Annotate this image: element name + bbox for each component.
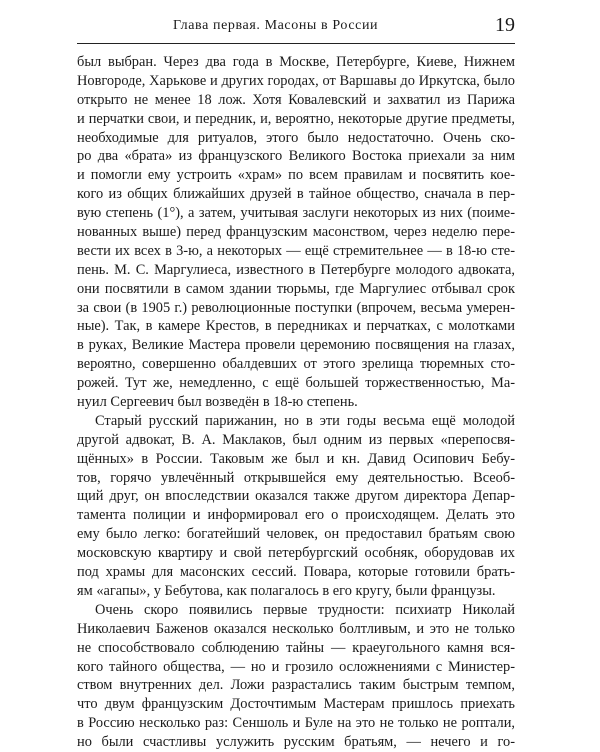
text-line: вероятно, совершенно обалдевших от этого зрелища тюремных сто- <box>77 356 515 373</box>
text-line: тамента полиции и информировал его о происходящем. Делать это <box>77 507 515 524</box>
running-header <box>77 16 515 42</box>
text-line: что двум французским Досточтимым Мастерам пришлось приехать <box>77 696 515 713</box>
text-line: был выбран. Через два года в Москве, Петербурге, Киеве, Нижнем <box>77 54 515 70</box>
text-line: вую степень (1°), а затем, учитывая заслуги некоторых из них (поиме- <box>77 205 515 222</box>
page-number: 19 <box>495 14 515 36</box>
text-line: за свои (в 1905 г.) революционные поступки (впрочем, весьма умерен- <box>77 299 515 316</box>
text-line: открыто не менее 18 лож. Хотя Ковалевский и захватил из Парижа <box>77 91 515 108</box>
text-line: не способствовало соблюдению тайны — краеугольного камня вся- <box>77 639 515 656</box>
text-line: ро два «брата» из французского Великого Востока приехали за ним <box>77 148 515 165</box>
chapter-title: Глава первая. Масоны в России <box>173 18 379 33</box>
text-line: нованных выше) перед французским масонством, через неделю пере- <box>77 224 515 241</box>
text-line: ные). Так, в камере Крестов, в передниках и перчатках, с молотками <box>77 318 515 335</box>
text-line: и помогли ему устроить «храм» по всем правилам и посвятить кое- <box>77 167 515 184</box>
text-line: ям «агапы», у Бебутова, как полагалось в его кругу, были французы. <box>77 582 496 599</box>
text-line: тов, горячо увлечённый открывшейся ему деятельностью. Всеоб- <box>77 469 515 486</box>
text-line: щённых» в России. Таковым же был и кн. Давид Осипович Бебу- <box>77 450 515 467</box>
text-line: рожей. Тут же, немедленно, с ещё большей торжественностью, Ма- <box>77 375 515 392</box>
text-line: Старый русский парижанин, но в эти годы весьма ещё молодой <box>95 412 515 429</box>
text-line: ством внутренних дел. Ложи разрастались таким быстрым темпом, <box>77 677 515 694</box>
text-line: кого тайного общества, — но и грозило осложнениями с Министер- <box>77 658 515 675</box>
text-line: щий друг, он впоследствии оказался также другом директора Депар- <box>77 488 515 505</box>
text-line: но были счастливы услужить русским братьям, — нечего и го- <box>77 734 515 751</box>
text-line: московскую квартиру и свой петербургский особняк, оборудовав их <box>77 545 515 562</box>
text-line: Очень скоро появились первые трудности: психиатр Николай <box>95 601 515 618</box>
header-rule <box>77 43 515 44</box>
text-line: другой адвокат, В. А. Маклаков, был одним из первых «перепосвя- <box>77 431 515 448</box>
text-line: Николаевич Баженов оказался несколько болтливым, и это не только <box>77 620 515 637</box>
text-line: Новгороде, Харькове и других городах, от Варшавы до Иркутска, было <box>77 72 515 89</box>
text-line: и перчатки свои, и передник, и, вероятно, некоторые другие предметы, <box>77 110 515 127</box>
text-line: необходимые для ритуалов, этого было недостаточно. Очень ско- <box>77 129 515 146</box>
text-line: пень. М. С. Маргулиеса, известного в Петербурге молодого адвоката, <box>77 261 515 278</box>
paragraph-1 <box>77 53 515 412</box>
text-line: в руках, Великие Мастера провели церемонию посвящения на глазах, <box>77 337 515 354</box>
body-text <box>77 53 515 752</box>
text-line: под храмы для масонских сессий. Повара, которые готовили брать- <box>77 564 515 581</box>
text-line: в Россию несколько раз: Сеншоль и Буле на это не только не роптали, <box>77 715 515 732</box>
text-line: они посвятили в самом здании тюрьмы, где Маргулиес отбывал срок <box>77 280 515 297</box>
paragraph-2 <box>77 412 515 601</box>
paragraph-3 <box>77 601 515 752</box>
text-line: кого из общих ближайших друзей в тайное общество, сначала в пер- <box>77 186 515 203</box>
text-line: нуил Сергеевич был возведён в 18-ю степень. <box>77 394 358 411</box>
text-line: ему было легко: богатейший человек, он предоставил братьям свою <box>77 526 515 543</box>
text-line: вести их всех в 3-ю, а некоторых — ещё стремительнее — в 18-ю сте- <box>77 242 515 259</box>
